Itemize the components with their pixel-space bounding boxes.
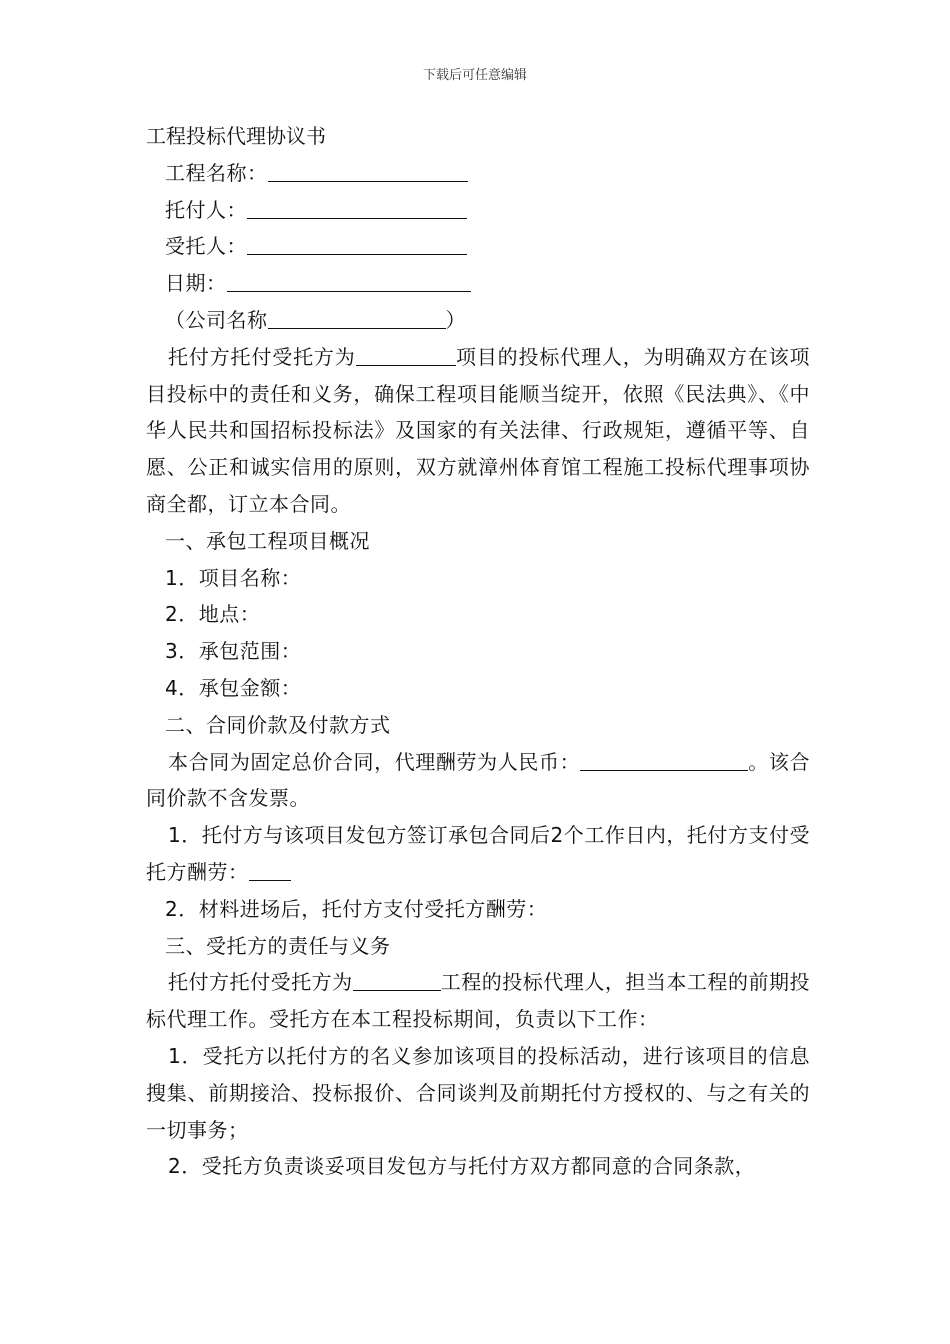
agent-label: 受托人： [165,234,247,259]
section-2-item-2: 2．材料进场后，托付方支付受托方酬劳： [165,896,548,921]
intro-project-blank[interactable] [356,345,456,366]
company-name-blank[interactable] [268,308,446,329]
section-3-project-blank[interactable] [353,970,441,991]
document-title: 工程投标代理协议书 [146,124,326,148]
agent-row [146,228,810,265]
section-2-title: 二、合同价款及付款方式 [165,712,391,737]
section-1-item: 3．承包范围： [165,639,302,664]
section-1-title: 一、承包工程项目概况 [165,528,370,553]
client-blank[interactable] [247,198,467,219]
client-label: 托付人： [165,197,247,222]
intro-text-a: 托付方托付受托方为 [168,344,356,369]
project-name-row [146,155,810,192]
section-3-item-2: 2．受托方负责谈妥项目发包方与托付方双方都同意的合同条款， [168,1154,756,1179]
section-2-paragraph [146,744,810,818]
section-1-item: 2．地点： [165,602,261,627]
page-header-note: 下载后可任意编辑 [422,68,527,83]
project-name-blank[interactable] [268,161,468,182]
section-2-item-1-text: 1．托付方与该项目发包方签订承包合同后2个工作日内，托付方支付受托方酬劳： [146,823,810,884]
company-name-row [146,302,810,339]
section-3-text-b: 工程的投标代理人，担当本工程的前期投标代理工作。受托方在本工程投标期间，负责以下工作： [146,970,811,1032]
section-1-item: 1．项目名称： [165,565,302,590]
section-3-paragraph [146,964,810,1038]
date-label: 日期： [165,271,227,296]
date-row [146,265,810,302]
project-name-label: 工程名称： [165,160,268,185]
section-1-item: 4．承包金额： [165,675,302,700]
fee-amount-blank[interactable] [580,750,748,771]
client-row [146,192,810,229]
section-3-title: 三、受托方的责任与义务 [165,933,391,958]
section-2-text-a: 本合同为固定总价合同，代理酬劳为人民币： [168,749,581,774]
section-3-text-a: 托付方托付受托方为 [168,970,353,995]
intro-text-b: 项目的投标代理人，为明确双方在该项目投标中的责任和义务，确保工程项目能顺当绽开，依照《民法典》、《中华人民共和国招标投标法》及国家的有关法律、行政规矩，遵循平等、自愿、公正和诚实信用的原则，双方就漳州体育馆工程施工投标代理事项协商全都，订立本合同。 [146,344,811,516]
agent-blank[interactable] [247,234,467,255]
section-3-item-1: 1．受托方以托付方的名义参加该项目的投标活动，进行该项目的信息搜集、前期接洽、投标报价、合同谈判及前期托付方授权的、与之有关的一切事务； [146,1043,810,1142]
section-2-text-b: 。该合同价款不含发票。 [146,749,811,811]
first-payment-blank[interactable] [249,860,291,881]
company-name-label: （公司名称 [165,307,268,332]
intro-paragraph [146,339,810,523]
company-name-close: ） [445,307,466,332]
document-body [146,118,810,1185]
date-blank[interactable] [227,271,471,292]
section-2-item-1 [146,817,810,891]
